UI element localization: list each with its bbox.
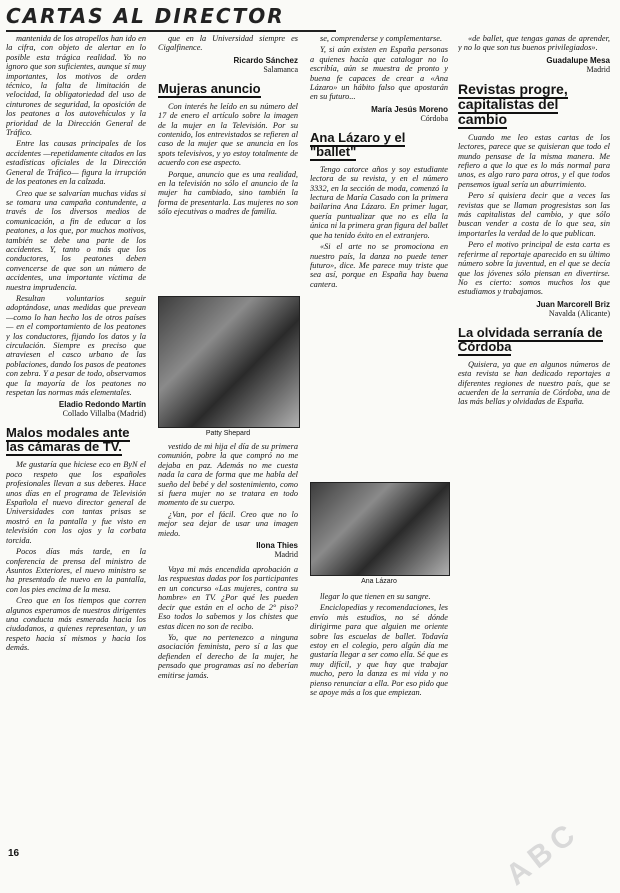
paragraph: Vaya mi más encendida aprobación a las respuestas dadas por los participantes en un concurso «Las mujeres, contra su hombre» en TV. ¿Por qué les pueden decir que están en el ocho de 2° piso? Eso todos lo sabemos y los chistes que estas dicen no son de recibo. <box>158 565 298 631</box>
letter-heading: Revistas progre, capitalistas del cambio <box>458 80 568 127</box>
letter-signature <box>6 400 146 418</box>
signature-name: Ilona Thies <box>256 541 298 551</box>
paragraph: «de ballet, que tengas ganas de aprender, y no lo que son tus buenos privilegiados». <box>458 34 610 53</box>
section-masthead: CARTAS AL DIRECTOR <box>6 4 336 32</box>
paragraph: que en la Universidad siempre es Cigalfinence. <box>158 34 298 53</box>
photo-caption: Ana Lázaro <box>361 578 397 585</box>
abc-watermark: ABC <box>500 814 586 893</box>
paragraph: Y, si aún existen en España personas a quienes hacía que catalogar no lo escribía, aún se muestra de pronto y buena fe capaces de crear a «Ana Lázaro» un hábito falso que apostarán en su futuro... <box>310 45 448 102</box>
letter-heading: Malos modales ante las cámaras de TV. <box>6 425 130 455</box>
letter-signature <box>458 56 610 74</box>
letter-heading: La olvidada serranía de Córdoba <box>458 324 603 354</box>
signature-place: Collado Villalba (Madrid) <box>62 409 146 419</box>
paragraph: Pero el motivo principal de esta carta es referirme al reportaje aparecido en su último número sobre la juventud, en el que se decía que los jóvenes sólo piensan en divertirse. No es cierto: somos muchos los que estudiamos y trabajamos. <box>458 240 610 297</box>
paragraph: Pocos días más tarde, en la conferencia de prensa del ministro de Asuntos Exteriores, el nuevo ministro se ha presentado de nuevo en la pantalla, con los pies encima de la mesa. <box>6 547 146 594</box>
letter-signature <box>158 541 298 559</box>
column-4 <box>458 34 610 846</box>
signature-name: Eladio Redondo Martín <box>58 400 146 410</box>
paragraph: «Si el arte no se promociona en nuestro país, la danza no puede tener futuro», dice. Me parece muy triste que sea así, porque en España hay buena cantera. <box>310 242 448 289</box>
signature-place: Navalda (Alicante) <box>548 308 610 318</box>
paragraph: Resultan voluntarios seguir adoptándose, unas medidas que prevean —como lo han hecho los de otros países— en el comportamiento de los peatones y los conductores, fijando los datos y la circulación. Siempre es preciso que atraviesen el casco urbano de las poblaciones, dando los pasos de peatones con zebra. Y a pesar de todo, observamos que la mayoría de los peatones no respetan las normas más elementales. <box>6 293 146 398</box>
photo-caption: Patty Shepard <box>205 430 251 437</box>
paragraph: mantenida de los atropellos han ido en la cifra, con objeto de alertar en lo posible esta trágica realidad. Yo no ignoro que son suficientes, aunque sí muy importantes, los motivos de orden técnico, la falta de limitación de velocidad, la obligatoriedad del uso de cinturones de seguridad, la oposición de los peatones a los autovehículos y la prioridad de la Dirección General de Tráfico. <box>6 34 146 138</box>
paragraph: Cuando me leo estas cartas de los lectores, parece que se quisieran que todo el mundo pensase de la misma manera. Me refiero a que lo que es lo más normal para unos, es algo raro para otros, y el que todos pensemos igual sería un aburrimiento. <box>458 132 610 189</box>
column-2 <box>158 34 298 294</box>
signature-place: Madrid <box>586 64 610 74</box>
letter-signature <box>310 105 448 123</box>
column-2-lower <box>158 442 298 837</box>
paragraph: Yo, que no pertenezco a ninguna asociación feminista, pero sí a las que defienden el derecho de la mujer, he pensado que programas así no deberían emitirse jamás. <box>158 632 298 680</box>
paragraph: Porque, anuncio que es una realidad, en la televisión no sólo el anuncio de la mujer ha cambiado, sino también la forma de presentarla. Las mujeres no son sólo ejecutivas o madres de familia. <box>158 169 298 217</box>
paragraph: Me gustaría que hiciese eco en ByN el poco respeto que los españoles profesionales llevan a sus deberes. Hace unos días en el programa de Televisión Española el nuevo director general de Universidades con tantas prisas se mostró en la pantalla y fue visto en televisión con los ojos y la corbata torcida. <box>6 460 146 545</box>
signature-name: Ricardo Sánchez <box>233 55 298 65</box>
paragraph: se, comprenderse y complementarse. <box>320 34 443 43</box>
signature-place: Córdoba <box>420 113 448 123</box>
paragraph: Pero sí quisiera decir que a veces las revistas que se llaman progresistas son las más capitalistas del cambio, y que sólo buscan vender a costa de lo que sea, sin importarles la verdad de lo que publican. <box>458 191 610 238</box>
paragraph: vestido de mi hija el día de su primera comunión, pobre la que compró no me dejaba en paz. Además no me cuesta nada la cara de forma que me habla del sueño del bebé y del sostenimiento, como si fuera mujer no se tratara en todo momento de su cuerpo. <box>158 442 298 508</box>
paragraph: Con interés he leído en su número del 17 de enero el artículo sobre la imagen de la mujer en la Televisión. Por su contenido, los entrevistados se refieren al caso de la mujer que se anuncia en los spots televisivos, y yo estoy totalmente de acuerdo con ese aspecto. <box>158 101 298 168</box>
column-3-lower <box>310 592 448 837</box>
paragraph: Creo que en los tiempos que corren algunos esperamos de nuestros dirigentes una conducta más esmerada hacia los ciudadanos, a quienes representan, y un respeto hacia sí mismos y hacia los demás. <box>6 596 146 653</box>
col1-body <box>6 34 146 397</box>
column-3 <box>310 34 448 479</box>
photo-ana-lazaro <box>310 482 450 576</box>
letter-signature <box>158 56 298 74</box>
letter-heading: Ana Lázaro y el "ballet" <box>310 129 406 159</box>
paragraph: Enciclopedias y recomendaciones, les envío mis estudios, no sé dónde dirigirme para que alguien me oriente sobre las escuelas de ballet. Todavía estoy en el colegio, pero algún día me gustaría llegar a ser como ella. Sé que es muy difícil, y que hay que trabajar mucho, pero la danza es mi vida y no pienso renunciar a ella. Por eso pido que se apoye más a los que empiezan. <box>310 603 448 698</box>
page-number: 16 <box>8 848 20 859</box>
letter-heading: Mujeras anuncio <box>158 80 261 96</box>
signature-name: Juan Marcorell Briz <box>536 299 610 309</box>
paragraph: Tengo catorce años y soy estudiante lectora de su revista, y en el número 3332, en la sección de moda, comenzó la lectura de María Casado con la primera bailarina Ana Lázaro. En primer lugar, quería puntualizar que no es ella la única ni la primera gran figura del ballet que ha tenido éxito en el extranjero. <box>310 164 448 240</box>
paragraph: Entre las causas principales de los accidentes —repetidamente citados en las estadísticas oficiales de la Dirección General de Tráfico— figura la irrupción de los peatones en la calzada. <box>6 139 146 187</box>
signature-name: María Jesús Moreno <box>371 104 448 114</box>
photo-patty-shepard <box>158 296 300 428</box>
paragraph: ¿Van, por el fácil. Creo que no lo mejor sea dejar de usar una imagen miedo. <box>158 509 298 538</box>
column-1 <box>6 34 146 846</box>
signature-name: Guadalupe Mesa <box>546 55 610 65</box>
paragraph: llegar lo que tienen en su sangre. <box>320 592 431 601</box>
letter-signature <box>458 300 610 318</box>
signature-place: Salamanca <box>263 64 298 74</box>
paragraph: Creo que se salvarían muchas vidas si se tomara una campaña contundente, a través de los diversos medios de comunicación, a fin de educar a los peatones, a los que, por muchos motivos, también se debe una parte de los accidentes. Y, tanto o más que los conductores, los peatones deben convencerse de que son un número de accidentes, una importante víctima de nuestra imprudencia. <box>6 188 146 292</box>
paragraph: Quisiera, ya que en algunos números de esta revista se han dedicado reportajes a diferentes regiones de nuestro país, que se acuerden de la serranía de Córdoba, una de las más bellas y olvidadas de España. <box>458 359 610 407</box>
signature-place: Madrid <box>274 550 298 560</box>
